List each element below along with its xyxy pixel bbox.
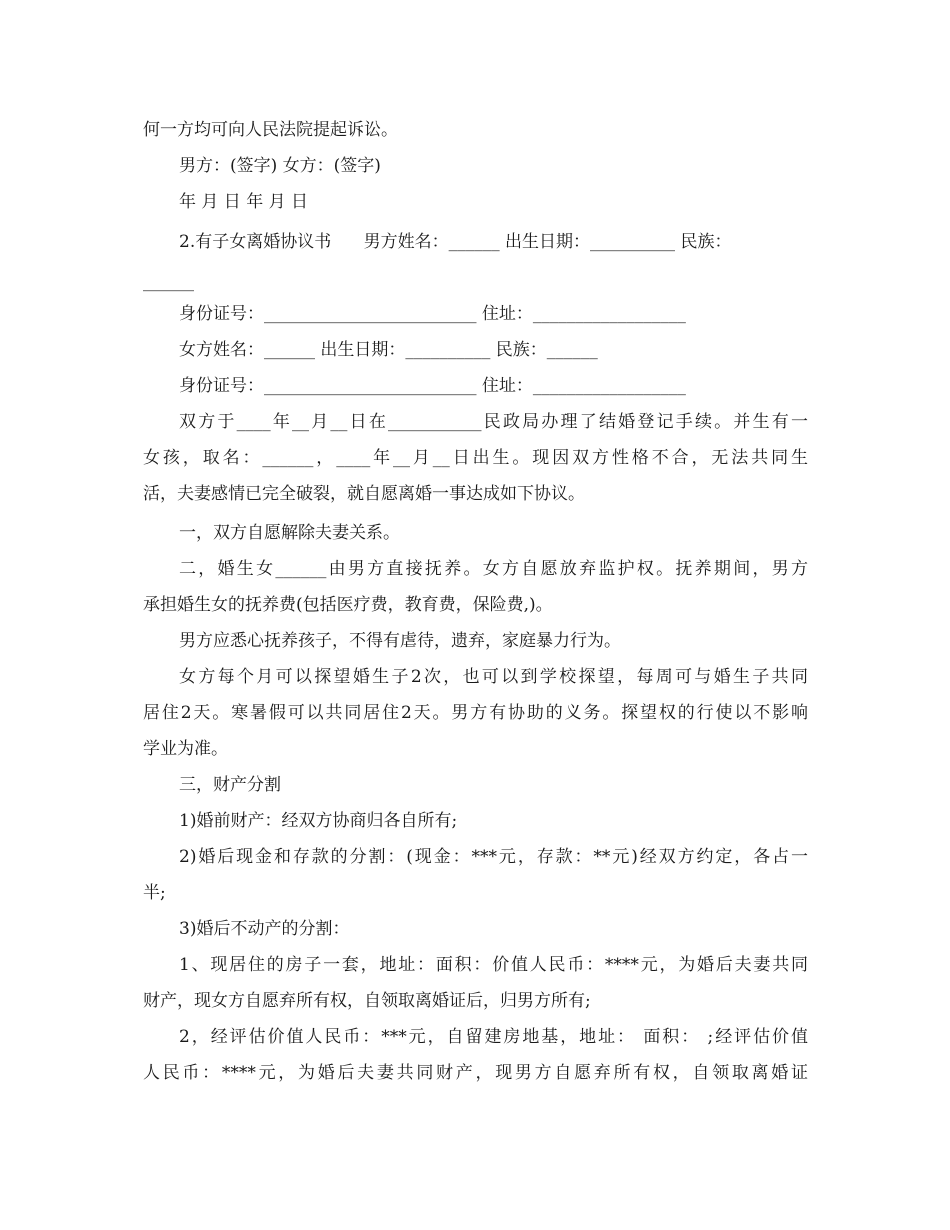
text-line: 一，双方自愿解除夫妻关系。 [179, 523, 400, 543]
text-line: 2.有子女离婚协议书 男方姓名：______ 出生日期：__________ 民族： [179, 232, 732, 252]
text-line: 半; [143, 883, 166, 903]
text-line: 女方每个月可以探望婚生子2次，也可以到学校探望，每周可与婚生子共同 [179, 667, 808, 687]
text-line: 女孩，取名：______，____年__月__日出生。现因双方性格不合，无法共同生 [143, 448, 808, 468]
text-line: 2，经评估价值人民币：***元，自留建房地基，地址： 面积： ;经评估价值 [179, 1027, 808, 1047]
text-line: 人民币：****元，为婚后夫妻共同财产，现男方自愿弃所有权，自领取离婚证 [143, 1063, 808, 1083]
text-line: 女方姓名：______ 出生日期：__________ 民族：______ [179, 340, 598, 360]
text-line: 身份证号：_________________________ 住址：__________________ [179, 304, 686, 324]
text-line: 活，夫妻感情已完全破裂，就自愿离婚一事达成如下协议。 [143, 484, 585, 504]
text-line: 身份证号：_________________________ 住址：__________________ [179, 376, 686, 396]
text-line: 男方：(签字) 女方：(签字) [179, 156, 381, 176]
text-line: 3)婚后不动产的分割： [179, 919, 350, 939]
text-line: 承担婚生女的抚养费(包括医疗费，教育费，保险费,)。 [143, 595, 553, 615]
text-line: 1、现居住的房子一套，地址：面积：价值人民币：****元，为婚后夫妻共同 [179, 955, 808, 975]
text-line: 双方于____年__月__日在___________民政局办理了结婚登记手续。并生有一 [179, 412, 808, 432]
text-line: 年 月 日 年 月 日 [179, 192, 309, 212]
text-line: 1)婚前财产：经双方协商归各自所有; [179, 811, 458, 831]
text-line: 财产，现女方自愿弃所有权，自领取离婚证后，归男方所有; [143, 991, 591, 1011]
text-line: ______ [143, 272, 194, 292]
text-line: 学业为准。 [143, 739, 228, 759]
text-line: 男方应悉心抚养孩子，不得有虐待，遗弃，家庭暴力行为。 [179, 631, 621, 651]
text-line: 居住2天。寒暑假可以共同居住2天。男方有协助的义务。探望权的行使以不影响 [143, 703, 808, 723]
text-line: 2)婚后现金和存款的分割：(现金：***元，存款：**元)经双方约定，各占一 [179, 847, 808, 867]
text-line: 二，婚生女______由男方直接抚养。女方自愿放弃监护权。抚养期间，男方 [179, 559, 808, 579]
text-line: 三，财产分割 [179, 775, 281, 795]
text-line: 何一方均可向人民法院提起诉讼。 [143, 120, 398, 140]
